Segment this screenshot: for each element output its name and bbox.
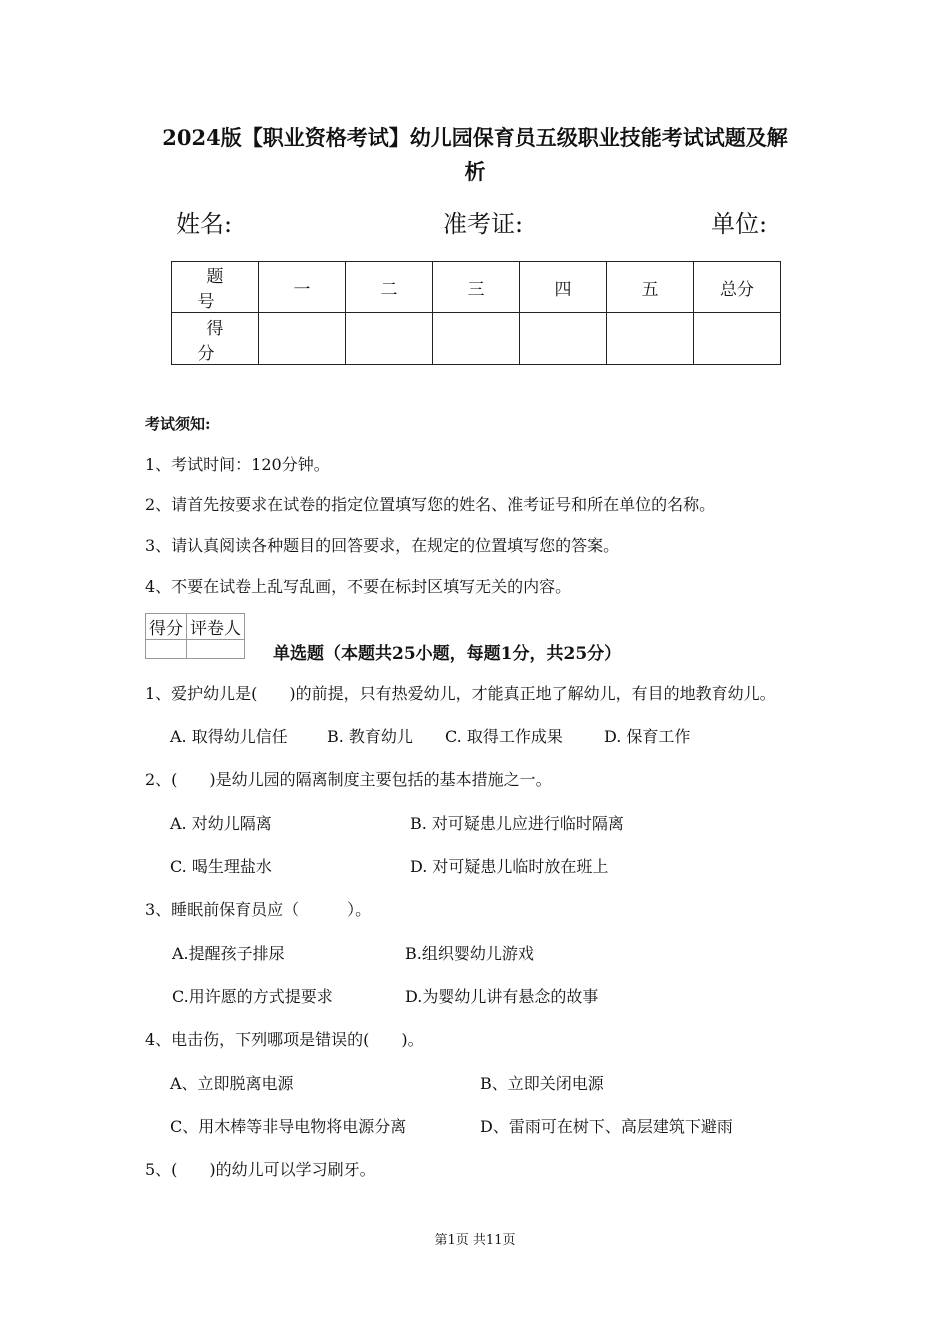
page-number: 第1页 共11页: [434, 1233, 516, 1248]
question-stem: 3、睡眠前保育员应（ ）。: [145, 900, 372, 919]
score-table-header-cell: 题号: [172, 262, 259, 313]
score-table-header-cell: 四: [520, 262, 607, 313]
score-cell[interactable]: [607, 313, 694, 365]
score-row-label: 得分: [172, 313, 259, 365]
question-option[interactable]: D.为婴幼儿讲有悬念的故事: [405, 987, 599, 1006]
question-option[interactable]: A、立即脱离电源: [170, 1074, 294, 1093]
grader-score-label: 得分: [146, 614, 187, 640]
question-option[interactable]: A. 对幼儿隔离: [170, 814, 272, 833]
notice-item: 4、不要在试卷上乱写乱画，不要在标封区填写无关的内容。: [145, 577, 572, 596]
grader-reviewer-label: 评卷人: [187, 614, 245, 640]
grader-score-cell[interactable]: [146, 640, 187, 659]
document-title-line2: 析: [464, 159, 486, 184]
score-table-header-cell: 五: [607, 262, 694, 313]
question-option[interactable]: B、立即关闭电源: [480, 1074, 604, 1093]
question-option[interactable]: D、雷雨可在树下、高层建筑下避雨: [480, 1117, 733, 1136]
score-cell[interactable]: [520, 313, 607, 365]
score-table-header-row: [172, 262, 781, 313]
exam-id-field-label: 准考证:: [443, 210, 524, 238]
question-option[interactable]: B.组织婴幼儿游戏: [405, 944, 534, 963]
score-table: [171, 261, 781, 365]
question-option[interactable]: C. 喝生理盐水: [170, 857, 272, 876]
question-stem: 5、( )的幼儿可以学习刷牙。: [145, 1160, 376, 1179]
score-cell[interactable]: [346, 313, 433, 365]
grader-box: [145, 613, 245, 659]
question-option[interactable]: A.提醒孩子排尿: [172, 944, 285, 963]
score-table-header-cell: 一: [259, 262, 346, 313]
question-option[interactable]: A. 取得幼儿信任: [170, 727, 288, 746]
question-option[interactable]: D. 保育工作: [604, 727, 691, 746]
document-title-line1: 2024版【职业资格考试】幼儿园保育员五级职业技能考试试题及解: [162, 125, 788, 150]
grader-reviewer-cell[interactable]: [187, 640, 245, 659]
question-option[interactable]: B. 对可疑患儿应进行临时隔离: [410, 814, 624, 833]
notice-item: 1、考试时间：120分钟。: [145, 455, 330, 474]
score-cell[interactable]: [259, 313, 346, 365]
question-stem: 4、电击伤，下列哪项是错误的( )。: [145, 1030, 424, 1049]
question-stem: 1、爱护幼儿是( )的前提，只有热爱幼儿，才能真正地了解幼儿，有目的地教育幼儿。: [145, 684, 776, 703]
notice-item: 2、请首先按要求在试卷的指定位置填写您的姓名、准考证号和所在单位的名称。: [145, 495, 716, 514]
score-table-header-cell: 二: [346, 262, 433, 313]
name-field-label: 姓名:: [176, 210, 233, 238]
question-option[interactable]: D. 对可疑患儿临时放在班上: [410, 857, 609, 876]
question-stem: 2、( )是幼儿园的隔离制度主要包括的基本措施之一。: [145, 770, 552, 789]
score-table-header-cell: 总分: [694, 262, 781, 313]
notice-title: 考试须知:: [145, 415, 211, 433]
score-table-header-cell: 三: [433, 262, 520, 313]
section-title: 单选题（本题共25小题，每题1分，共25分）: [273, 644, 622, 664]
unit-field-label: 单位:: [711, 210, 768, 238]
score-cell[interactable]: [433, 313, 520, 365]
score-table-score-row: [172, 313, 781, 365]
question-option[interactable]: C、用木棒等非导电物将电源分离: [170, 1117, 407, 1136]
question-option[interactable]: C. 取得工作成果: [445, 727, 563, 746]
question-option[interactable]: C.用许愿的方式提要求: [172, 987, 333, 1006]
question-option[interactable]: B. 教育幼儿: [327, 727, 413, 746]
score-cell[interactable]: [694, 313, 781, 365]
notice-item: 3、请认真阅读各种题目的回答要求，在规定的位置填写您的答案。: [145, 536, 620, 555]
